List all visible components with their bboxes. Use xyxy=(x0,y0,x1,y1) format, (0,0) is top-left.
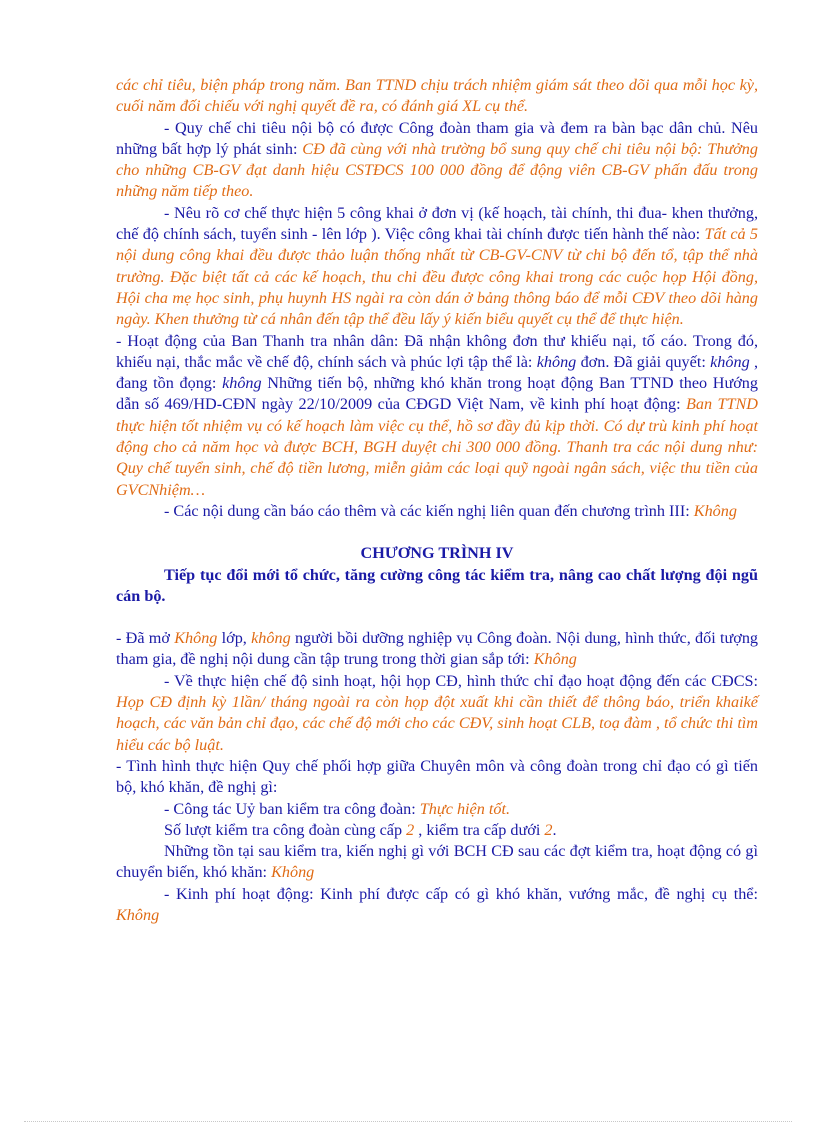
body-paragraph xyxy=(116,118,758,203)
body-paragraph xyxy=(116,628,758,671)
filled-response: CĐ đã cùng với nhà trường bổ sung quy chế chi tiêu nội bộ: Thưởng cho những CB-GV đạt danh hiệu CSTĐCS 100 000 đồng để động viên CB-GV phấn đấu trong những năm tiếp theo. xyxy=(116,139,758,201)
form-prompt-text: Những tiến bộ, những khó khăn trong hoạt động Ban TTND theo Hướng dẫn số 469/HD-CĐN ngày 22/10/2009 của CĐGD Việt Nam, về kinh phí hoạt động: xyxy=(116,374,758,414)
document-body xyxy=(116,75,758,926)
filled-response: Họp CĐ định kỳ 1lần/ tháng ngoài ra còn họp đột xuất khi cần thiết để thông báo, triển khaikế hoạch, các văn bản chỉ đạo, các chế độ mới cho các CĐV, sinh hoạt CLB, toạ đàm , tổ chức thi tìm hiểu các bộ luật. xyxy=(116,693,758,754)
form-prompt-text: - Nêu rõ cơ chế thực hiện 5 công khai ở đơn vị (kế hoạch, tài chính, thi đua- khen thưởng, chế độ chính sách, tuyển sinh - lên lớp ). Việc công khai tài chính được tiến hành thế nào: xyxy=(116,203,758,244)
body-paragraph xyxy=(116,75,758,118)
body-paragraph xyxy=(116,820,758,841)
body-paragraph xyxy=(116,501,758,522)
filled-response: không xyxy=(222,374,262,393)
filled-response: 2 xyxy=(544,820,553,839)
filled-response: Không xyxy=(174,629,218,648)
form-prompt-text: Những tồn tại sau kiểm tra, kiến nghị gì với BCH CĐ sau các đợt kiểm tra, hoạt động có gì chuyển biến, khó khăn: xyxy=(116,842,758,882)
body-paragraph xyxy=(116,841,758,884)
form-prompt-text: - Quy chế chi tiêu nội bộ có được Công đoàn tham gia và đem ra bàn bạc dân chủ. Nêu những bất hợp lý phát sinh: xyxy=(116,118,758,158)
body-paragraph xyxy=(116,756,758,799)
page-bottom-rule xyxy=(24,1121,792,1122)
form-prompt-text: - Về thực hiện chế độ sinh hoạt, hội họp CĐ, hình thức chỉ đạo hoạt động đến các CĐCS: xyxy=(164,671,758,690)
body-paragraph xyxy=(116,331,758,501)
form-prompt-text: - Đã mở xyxy=(116,629,175,648)
form-prompt-text: người bồi dưỡng nghiệp vụ Công đoàn. Nội dung, hình thức, đối tượng tham gia, đề nghị nội dung cần tập trung trong thời gian sắp tới: xyxy=(116,629,759,669)
filled-response: Tất cả 5 nội dung công khai đều được thảo luận thống nhất từ CB-GV-CNV từ chi bộ đến tổ, tập thể nhà trường. Đặc biệt tất cả các kế hoạch, thu chi đều được công khai trong các cuộc họp Hội đồng, Hội cha mẹ học sinh, phụ huynh HS ngài ra còn dán ở bảng thông báo để mỗi CĐV theo dõi hàng ngày. Khen thưởng từ cá nhân đến tập thể đều lấy ý kiến biểu quyết cụ thể để thực hiện. xyxy=(116,225,758,329)
form-prompt-text: - Kinh phí hoạt động: Kinh phí được cấp có gì khó khăn, vướng mắc, đề nghị cụ thể: xyxy=(164,884,758,903)
body-paragraph xyxy=(116,799,758,820)
form-prompt-text: , đang tồn đọng: xyxy=(116,352,759,393)
filled-response: không xyxy=(251,629,291,648)
chapter-subtitle: Tiếp tục đổi mới tổ chức, tăng cường công tác kiểm tra, nâng cao chất lượng đội ngũ cán bộ. xyxy=(116,565,758,605)
form-prompt-text: - Hoạt động của Ban Thanh tra nhân dân: Đã nhận không đơn thư khiếu nại, tố cáo. Trong đó, khiếu nại, thắc mắc về chế độ, chính sách và phúc lợi tập thể là: xyxy=(116,331,758,371)
form-prompt-text: Số lượt kiểm tra công đoàn cùng cấp xyxy=(164,820,407,839)
filled-response: Không xyxy=(116,905,160,924)
form-prompt-text: lớp, xyxy=(217,629,252,648)
spacer xyxy=(116,607,758,628)
body-paragraph xyxy=(116,671,758,756)
section-chuong-trinh-iii-tail xyxy=(116,75,758,522)
filled-response: Không xyxy=(271,863,315,882)
filled-response: 2 xyxy=(406,820,415,839)
filled-response: Thực hiện tốt. xyxy=(419,799,511,818)
filled-response: không xyxy=(536,352,577,371)
filled-response: không xyxy=(710,352,750,371)
spacer xyxy=(116,522,758,543)
filled-response: Không xyxy=(533,650,577,669)
body-paragraph xyxy=(116,884,758,927)
chapter-title: CHƯƠNG TRÌNH IV xyxy=(360,544,514,563)
filled-response: Không xyxy=(693,501,737,520)
form-prompt-text: - Tình hình thực hiện Quy chế phối hợp giữa Chuyên môn và công đoàn trong chỉ đạo có gì tiến bộ, khó khăn, đề nghị gì: xyxy=(116,756,758,797)
filled-response: các chỉ tiêu, biện pháp trong năm. Ban TTND chịu trách nhiệm giám sát theo dõi qua mỗi học kỳ, cuối năm đối chiếu với nghị quyết đề ra, có đánh giá XL cụ thể. xyxy=(116,76,758,116)
filled-response: Ban TTND thực hiện tốt nhiệm vụ có kế hoạch làm việc cụ thể, hồ sơ đầy đủ kịp thời. Có dự trù kinh phí hoạt động cho cả năm học và được BCH, BGH duyệt chi 300 000 đồng. Thanh tra các nội dung như: Quy chế tuyển sinh, chế độ tiền lương, miễn giảm các loại quỹ ngoài ngân sách, việc thu tiền của GVCNhiệm… xyxy=(116,395,758,499)
section-chuong-trinh-iv xyxy=(116,628,758,926)
form-prompt-text: - Các nội dung cần báo cáo thêm và các kiến nghị liên quan đến chương trình III: xyxy=(164,501,694,520)
form-prompt-text: . xyxy=(552,820,557,839)
form-prompt-text: - Công tác Uỷ ban kiểm tra công đoàn: xyxy=(164,799,420,818)
body-paragraph xyxy=(116,203,758,331)
form-prompt-text: đơn. Đã giải quyết: xyxy=(576,352,711,371)
form-prompt-text: , kiểm tra cấp dưới xyxy=(414,820,545,839)
